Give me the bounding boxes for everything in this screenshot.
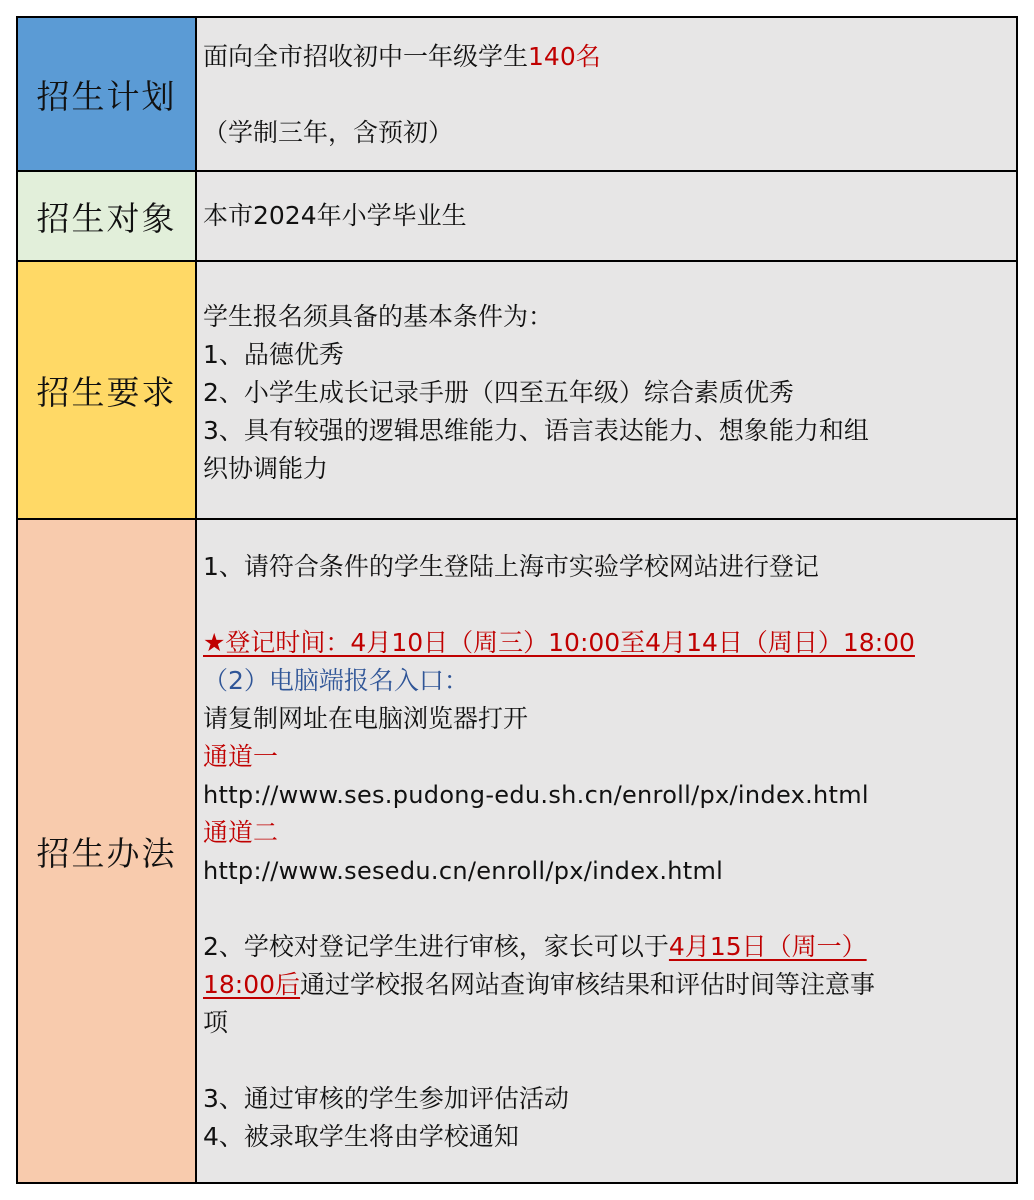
requirement-item: 3、具有较强的逻辑思维能力、语言表达能力、想象能力和组	[203, 416, 869, 445]
method-step-2-line-2	[203, 966, 1016, 1004]
plan-line-1	[203, 38, 1016, 76]
requirements-label: 招生要求	[18, 262, 195, 518]
enrollment-info-table	[16, 16, 1018, 1184]
step-2-prefix: 2、学校对登记学生进行审核，家长可以于	[203, 932, 669, 961]
method-content	[197, 520, 1016, 1182]
step-2-time: 18:00后	[203, 970, 301, 999]
target-label: 招生对象	[18, 172, 195, 260]
requirements-content	[197, 262, 1016, 518]
plan-quota: 140名	[528, 42, 601, 71]
spacer	[203, 586, 1016, 624]
method-step-2-line-1	[203, 928, 1016, 966]
method-label: 招生办法	[18, 520, 195, 1182]
spacer	[203, 890, 1016, 928]
target-content	[197, 172, 1016, 260]
channel-1-url[interactable]: http://www.ses.pudong-edu.sh.cn/enroll/px/index.html	[203, 781, 869, 809]
method-step-2-line-3: 项	[203, 1008, 229, 1037]
plan-line-2: （学制三年，含预初）	[203, 118, 454, 147]
plan-text: 面向全市招收初中一年级学生	[203, 42, 529, 71]
channel-1-label: 通道一	[203, 742, 279, 771]
pc-entry-hint: 请复制网址在电脑浏览器打开	[203, 704, 529, 733]
requirements-intro: 学生报名须具备的基本条件为：	[203, 302, 554, 331]
requirement-item: 1、品德优秀	[203, 340, 344, 369]
method-step-4: 4、被录取学生将由学校通知	[203, 1122, 519, 1151]
requirement-item: 织协调能力	[203, 454, 329, 483]
step-2-date: 4月15日（周一）	[668, 932, 867, 961]
method-step-1: 1、请符合条件的学生登陆上海市实验学校网站进行登记	[203, 552, 819, 581]
channel-2-url[interactable]: http://www.sesedu.cn/enroll/px/index.html	[203, 857, 724, 885]
plan-label: 招生计划	[18, 18, 195, 170]
step-2-suffix: 通过学校报名网站查询审核结果和评估时间等注意事	[300, 970, 876, 999]
requirement-item: 2、小学生成长记录手册（四至五年级）综合素质优秀	[203, 378, 794, 407]
plan-content	[197, 18, 1016, 170]
method-step-3: 3、通过审核的学生参加评估活动	[203, 1084, 569, 1113]
target-text: 本市2024年小学毕业生	[203, 201, 467, 230]
spacer	[203, 1042, 1016, 1080]
channel-2-label: 通道二	[203, 818, 279, 847]
pc-entry-title: （2）电脑端报名入口：	[203, 666, 469, 695]
registration-time: ★登记时间：4月10日（周三）10:00至4月14日（周日）18:00	[203, 628, 915, 657]
